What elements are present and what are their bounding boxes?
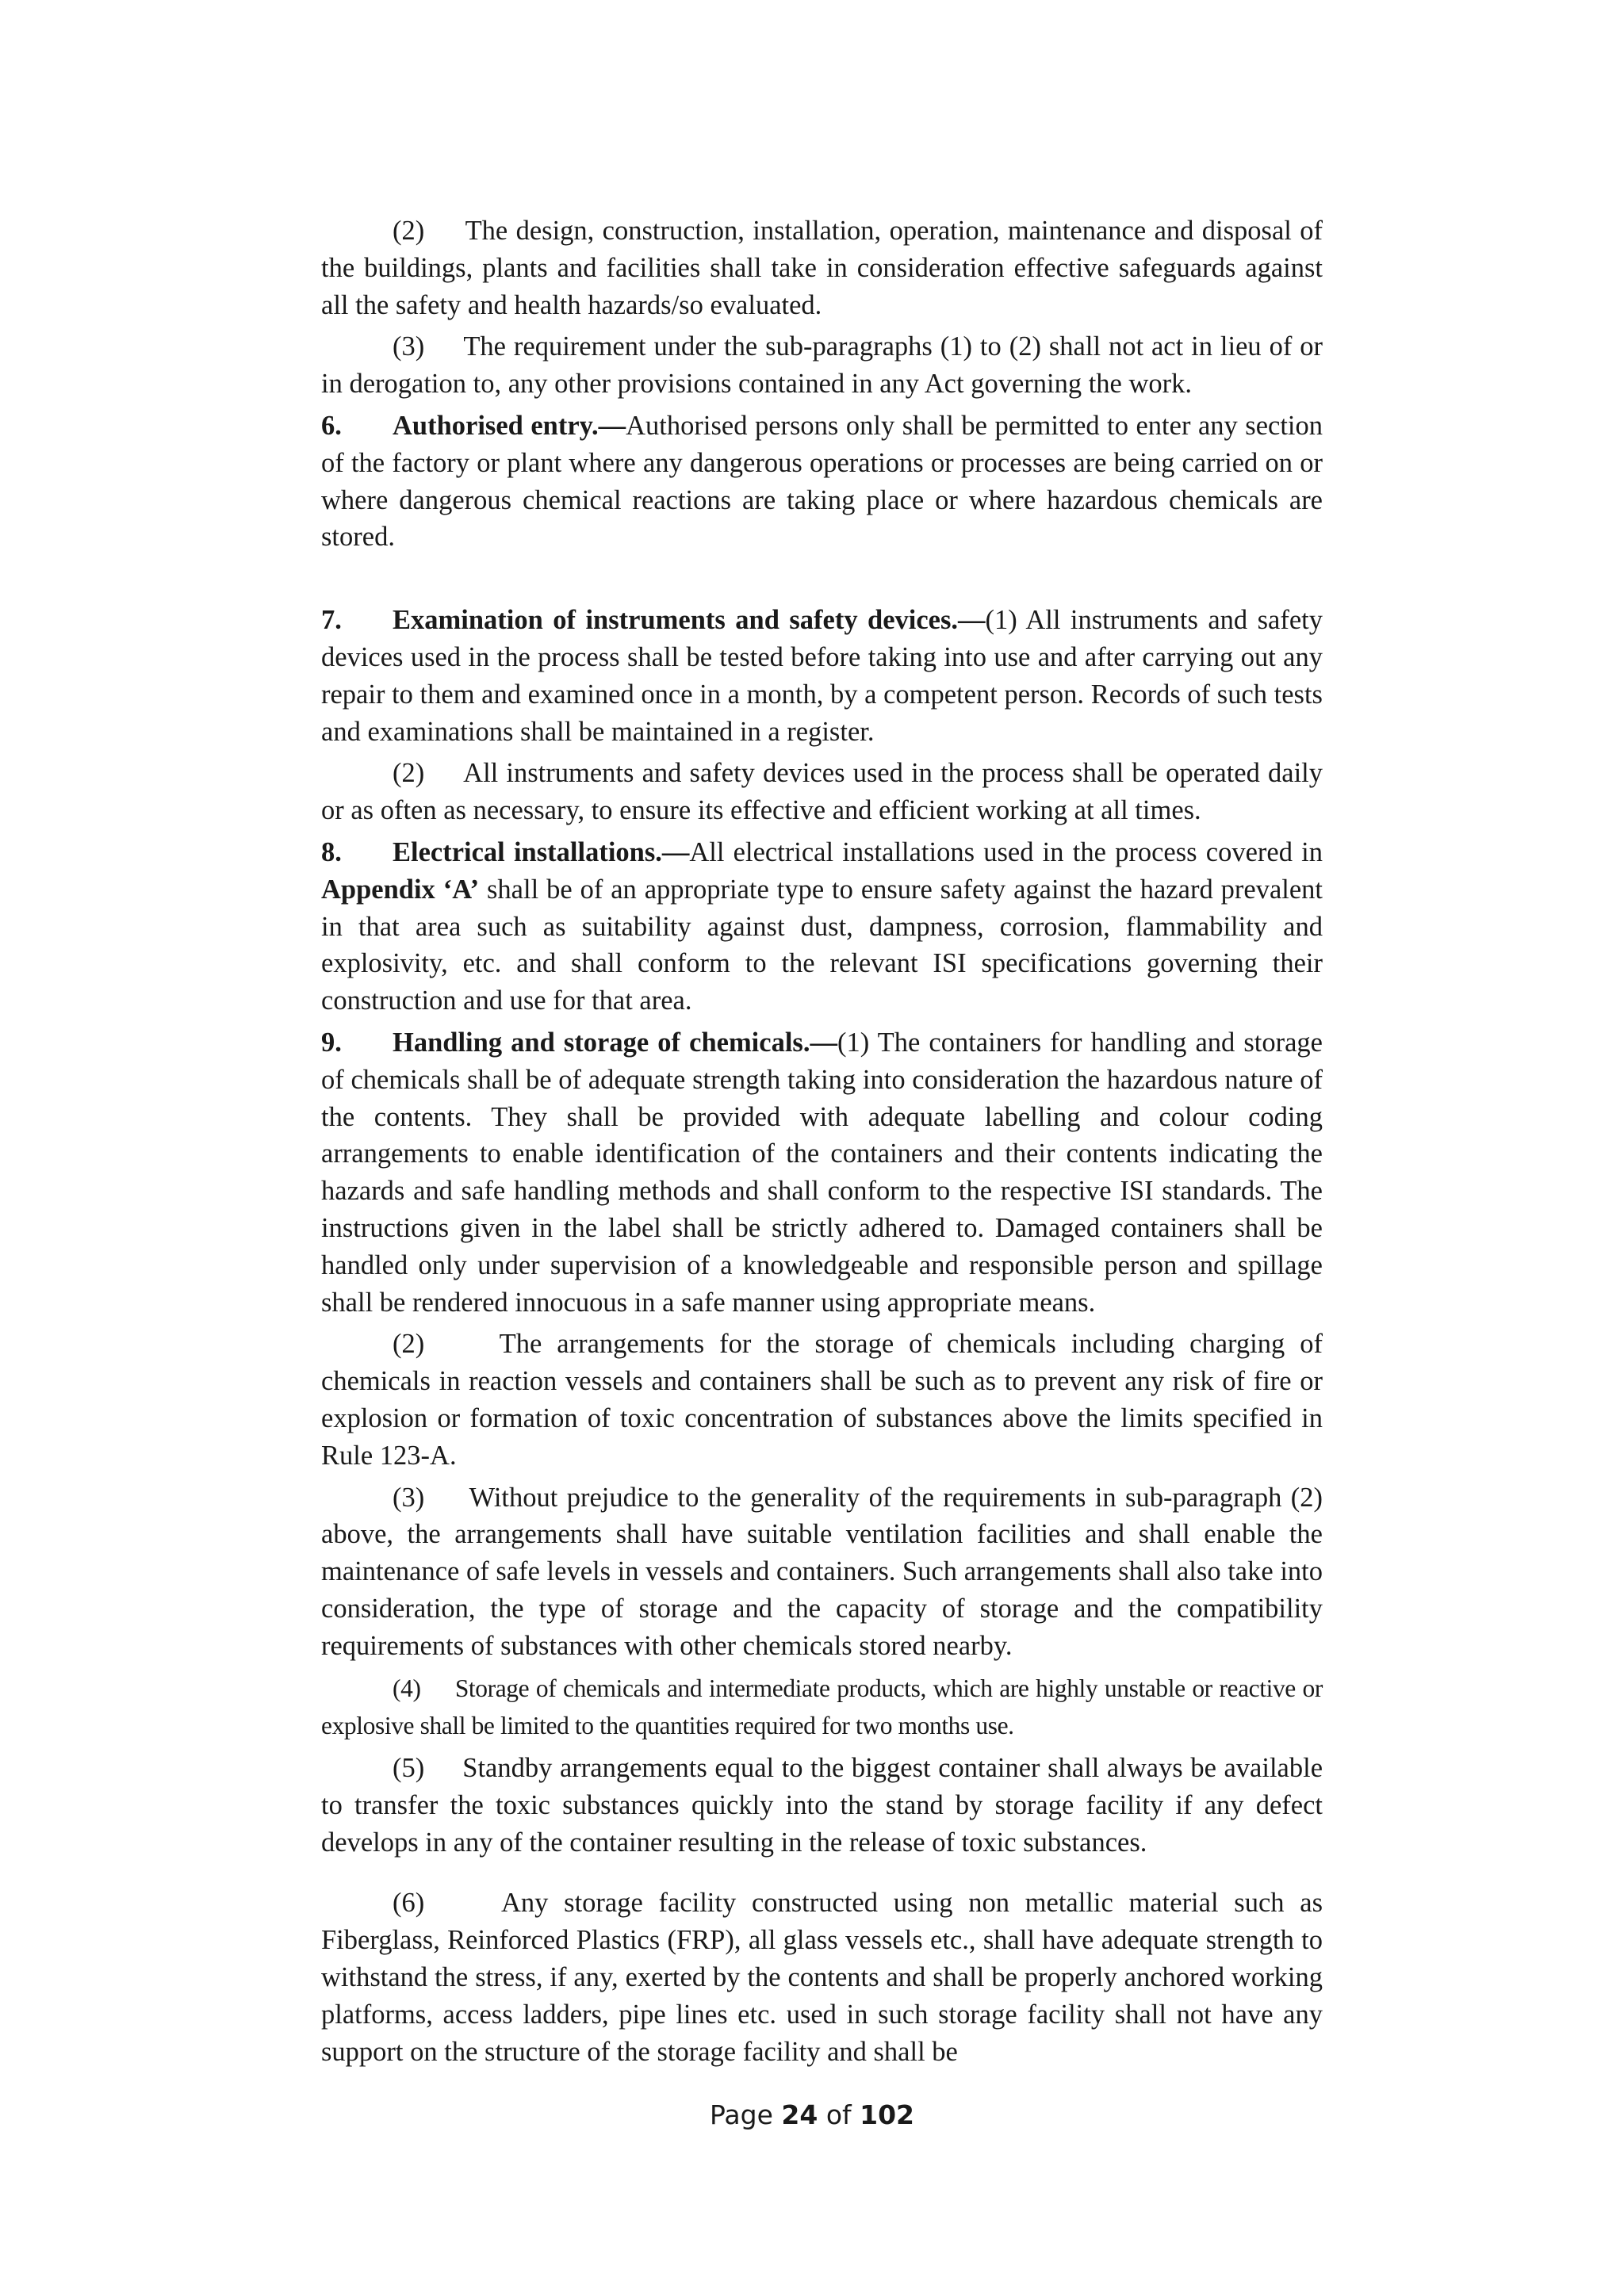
paragraph-9-5 <box>321 1750 1323 1861</box>
section-number: 8. <box>321 836 342 867</box>
paragraph-7-2 <box>321 755 1323 829</box>
paragraph-text: The arrangements for the storage of chemicals including charging of chemicals in reaction vessels and containers shall be such as to prevent any risk of fire or explosion or formation of toxic concentration of substances above the limits specified in Rule 123-A. <box>321 1329 1323 1471</box>
subparagraph-marker: (2) <box>393 1329 425 1360</box>
current-page-number: 24 <box>781 2099 818 2130</box>
section-heading: Electrical installations.— <box>393 836 690 867</box>
paragraph-text: Standby arrangements equal to the biggest container shall always be available to transfer the toxic substances quickly into the stand by storage facility if any defect develops in any of the container resulting in the release of toxic substances. <box>321 1753 1323 1858</box>
subparagraph-marker: (2) <box>393 216 425 246</box>
section-text: Authorised persons only shall be permitted to enter any section of the factory or plant where any dangerous operations or processes are being carried on or where dangerous chemical reactions are taking place or where hazardous chemicals are stored. <box>321 410 1323 553</box>
subparagraph-marker: (3) <box>393 331 425 362</box>
page-label: Page <box>709 2099 773 2130</box>
total-page-count: 102 <box>860 2099 915 2130</box>
section-number: 9. <box>321 1027 342 1058</box>
section-heading: Authorised entry.— <box>393 410 626 441</box>
paragraph-5-3 <box>321 328 1323 403</box>
paragraph-text: Storage of chemicals and intermediate products, which are highly unstable or reactive or explosive shall be limited to the quantities required for two months use. <box>321 1674 1323 1740</box>
paragraph-9-6 <box>321 1885 1323 2070</box>
page-separator: of <box>825 2099 852 2130</box>
section-9 <box>321 1024 1323 1321</box>
section-text: (1) The containers for handling and storage of chemicals shall be of adequate strength taking into consideration the hazardous nature of the contents. They shall be provided with adequate labelling and colour coding arrangements to enable identification of the containers and their contents indicating the hazards and safe handling methods and shall conform to the respective ISI standards. The instructions given in the label shall be strictly adhered to. Damaged containers shall be handled only under supervision of a knowledgeable and responsible person and spillage shall be rendered innocuous in a safe manner using appropriate means. <box>321 1027 1323 1318</box>
section-text-continued: shall be of an appropriate type to ensure safety against the hazard prevalent in that area such as suitability against dust, dampness, corrosion, flammability and explosivity, etc. and shall conform to the relevant ISI specifications governing their construction and use for that area. <box>321 874 1323 1016</box>
section-number: 7. <box>321 605 342 636</box>
section-6 <box>321 408 1323 556</box>
section-text: (1) All instruments and safety devices used in the process shall be tested before taking into use and after carrying out any repair to them and examined once in a month, by a competent person. Records of such tests and examinations shall be maintained in a register. <box>321 605 1323 747</box>
page-footer <box>0 2099 1624 2130</box>
paragraph-9-2 <box>321 1326 1323 1474</box>
paragraph-9-4 <box>321 1670 1323 1745</box>
section-heading: Examination of instruments and safety devices.— <box>393 605 986 636</box>
section-number: 6. <box>321 410 342 441</box>
paragraph-5-2 <box>321 212 1323 323</box>
paragraph-text: Any storage facility constructed using non metallic material such as Fiberglass, Reinforced Plastics (FRP), all glass vessels etc., shall have adequate strength to withstand the stress, if any, exerted by the contents and shall be properly anchored working platforms, access ladders, pipe lines etc. used in such storage facility shall not have any support on the structure of the storage facility and shall be <box>321 1888 1323 2067</box>
section-8 <box>321 834 1323 1020</box>
paragraph-9-3 <box>321 1479 1323 1665</box>
paragraph-text: The requirement under the sub-paragraphs (1) to (2) shall not act in lieu of or in derogation to, any other provisions contained in any Act governing the work. <box>321 331 1323 400</box>
paragraph-text: Without prejudice to the generality of the requirements in sub-paragraph (2) above, the arrangements shall have suitable ventilation facilities and shall enable the maintenance of safe levels in vessels and containers. Such arrangements shall also take into consideration, the type of storage and the capacity of storage and the compatibility requirements of substances with other chemicals stored nearby. <box>321 1482 1323 1661</box>
appendix-reference: Appendix ‘A’ <box>321 874 480 905</box>
section-7 <box>321 602 1323 750</box>
subparagraph-marker: (5) <box>393 1753 425 1784</box>
paragraph-text: The design, construction, installation, operation, maintenance and disposal of the buildings, plants and facilities shall take in consideration effective safeguards against all the safety and health hazards/so evaluated. <box>321 216 1323 320</box>
paragraph-text: All instruments and safety devices used in the process shall be operated daily or as often as necessary, to ensure its effective and efficient working at all times. <box>321 758 1323 826</box>
section-text: All electrical installations used in the process covered in <box>689 836 1323 867</box>
section-heading: Handling and storage of chemicals.— <box>393 1027 837 1058</box>
document-page <box>321 212 1323 2070</box>
subparagraph-marker: (4) <box>393 1674 421 1703</box>
subparagraph-marker: (6) <box>393 1888 425 1919</box>
subparagraph-marker: (3) <box>393 1482 425 1513</box>
subparagraph-marker: (2) <box>393 758 425 789</box>
